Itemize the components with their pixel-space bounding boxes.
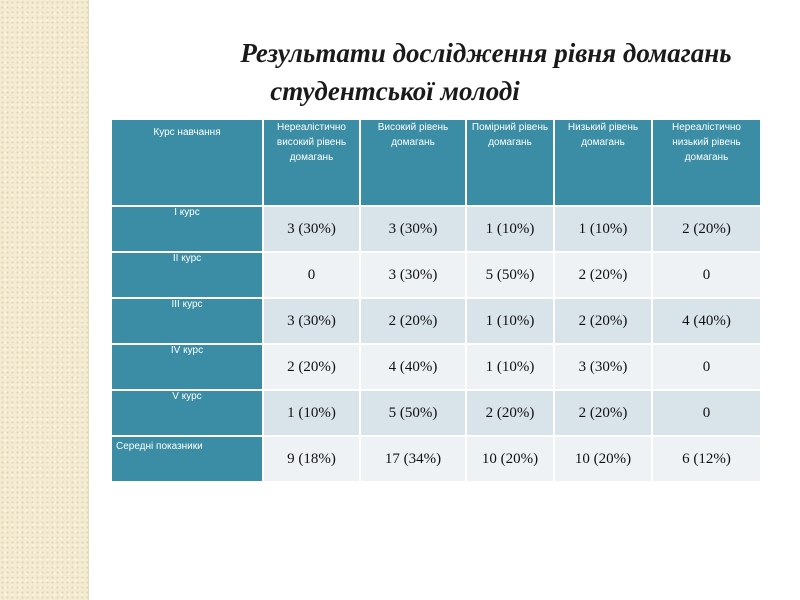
table-cell: 1 (10%): [466, 206, 554, 252]
table-cell: 2 (20%): [554, 390, 652, 436]
table-row: [111, 206, 761, 252]
row-label: ІІ курс: [111, 252, 263, 298]
slide-title-line-1: Результати дослідження рівня домагань: [240, 38, 732, 68]
table-row: [111, 252, 761, 298]
table-cell: 2 (20%): [554, 252, 652, 298]
slide-title-line-2: студентської молоді: [270, 76, 520, 106]
table-cell: 0: [652, 252, 761, 298]
table-row: [111, 298, 761, 344]
column-header-unrealistic-low: Нереалістично низький рівень домагань: [652, 119, 761, 206]
column-header-course: Курс навчання: [111, 119, 263, 206]
column-header-unrealistic-high: Нереалістично високий рівень домагань: [263, 119, 360, 206]
table-cell: 0: [263, 252, 360, 298]
column-header-low: Низький рівень домагань: [554, 119, 652, 206]
table-cell: 3 (30%): [263, 206, 360, 252]
table-cell: 3 (30%): [360, 252, 466, 298]
row-label: І курс: [111, 206, 263, 252]
row-label: ІV курс: [111, 344, 263, 390]
row-label-average: Середні показники: [111, 436, 263, 482]
table-cell: 5 (50%): [360, 390, 466, 436]
table-cell: 3 (30%): [360, 206, 466, 252]
table-cell: 1 (10%): [466, 344, 554, 390]
table-cell: 5 (50%): [466, 252, 554, 298]
table-header-row: [111, 119, 761, 206]
table-cell: 1 (10%): [554, 206, 652, 252]
table-cell: 1 (10%): [466, 298, 554, 344]
table-cell: 4 (40%): [360, 344, 466, 390]
table-cell: 3 (30%): [554, 344, 652, 390]
table-cell: 3 (30%): [263, 298, 360, 344]
table-cell: 2 (20%): [360, 298, 466, 344]
table-cell: 2 (20%): [466, 390, 554, 436]
table-cell: 9 (18%): [263, 436, 360, 482]
table-cell: 0: [652, 390, 761, 436]
table-cell: 4 (40%): [652, 298, 761, 344]
column-header-moderate: Помірний рівень домагань: [466, 119, 554, 206]
table-cell: 10 (20%): [554, 436, 652, 482]
table-cell: 6 (12%): [652, 436, 761, 482]
table-cell: 17 (34%): [360, 436, 466, 482]
table-cell: 2 (20%): [263, 344, 360, 390]
table-row: [111, 390, 761, 436]
table-row-average: [111, 436, 761, 482]
table-cell: 2 (20%): [652, 206, 761, 252]
table-cell: 0: [652, 344, 761, 390]
table-cell: 1 (10%): [263, 390, 360, 436]
slide-title: [90, 34, 800, 110]
results-table: [110, 118, 762, 483]
row-label: V курс: [111, 390, 263, 436]
column-header-high: Високий рівень домагань: [360, 119, 466, 206]
table-row: [111, 344, 761, 390]
table-cell: 10 (20%): [466, 436, 554, 482]
row-label: ІІІ курс: [111, 298, 263, 344]
table-cell: 2 (20%): [554, 298, 652, 344]
